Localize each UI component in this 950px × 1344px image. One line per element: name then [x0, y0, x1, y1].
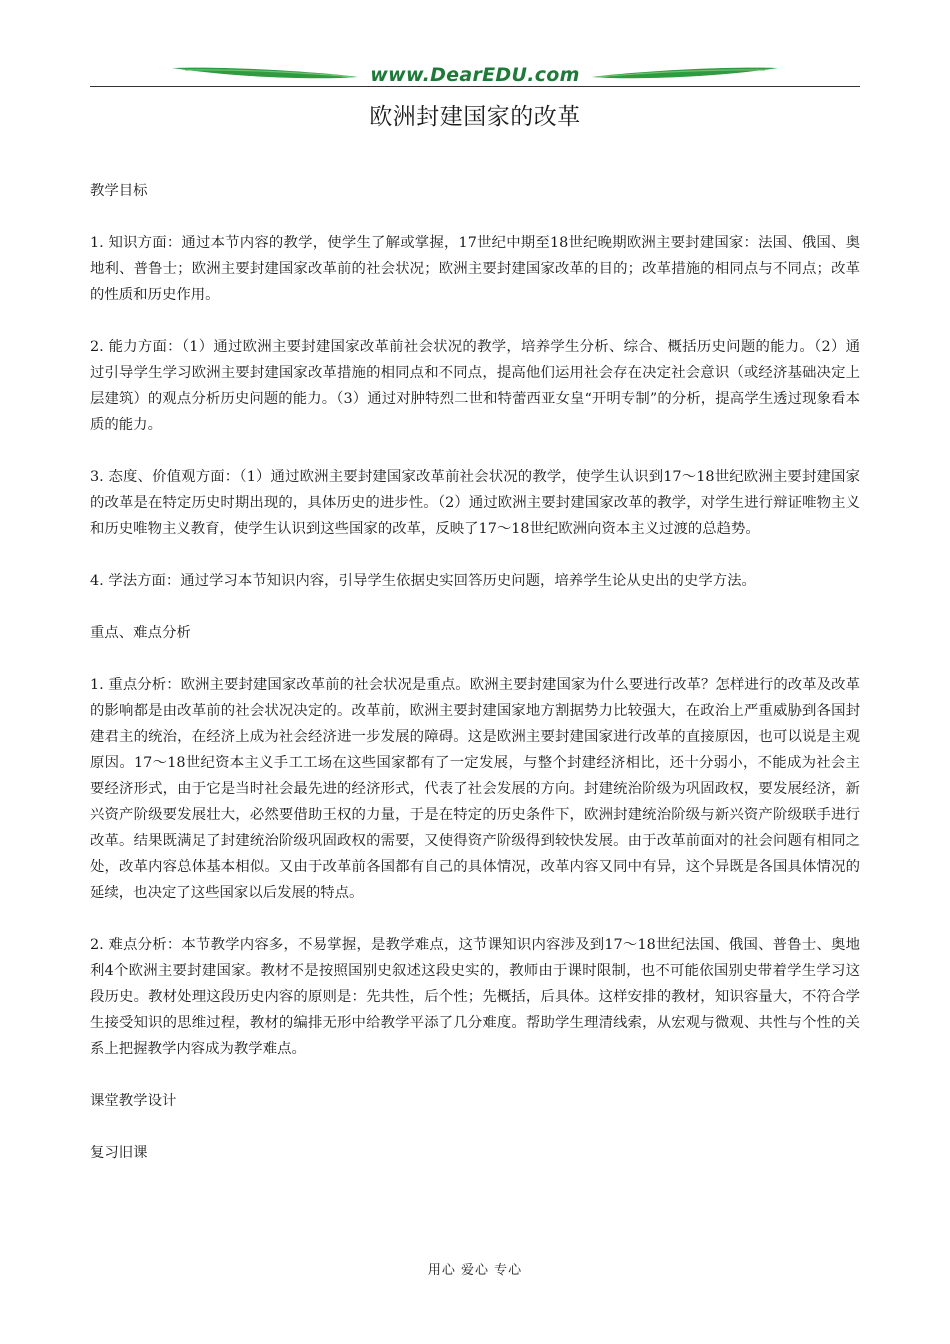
site-logo-text: www.DearEDU.com: [370, 64, 580, 86]
review-heading: 复习旧课: [90, 1145, 148, 1161]
analysis-heading: 重点、难点分析: [90, 625, 191, 641]
objective-attitude: 3. 态度、价值观方面：（1）通过欧洲主要封建国家改革前社会状况的教学，使学生认识到17～18世纪欧洲主要封建国家的改革是在特定历史时期出现的，具体历史的进步性。（2）通过欧洲主要封建国家改革的教学，对学生进行辩证唯物主义和历史唯物主义教育，使学生认识到这些国家的改革，反映了17～18世纪欧洲向资本主义过渡的总趋势。: [90, 469, 860, 537]
document-body: [90, 178, 860, 1192]
header-divider: [90, 86, 860, 87]
design-heading: 课堂教学设计: [90, 1093, 177, 1109]
analysis-key-point: 1. 重点分析：欧洲主要封建国家改革前的社会状况是重点。欧洲主要封建国家为什么要进行改革？怎样进行的改革及改革的影响都是由改革前的社会状况决定的。改革前，欧洲主要封建国家地方割据势力比较强大，在政治上严重威胁到各国封建君主的统治，在经济上成为社会经济进一步发展的障碍。这是欧洲主要封建国家进行改革的直接原因，也可以说是主观原因。17～18世纪资本主义手工工场在这些国家都有了一定发展，与整个封建经济相比，还十分弱小，不能成为社会主要经济形式，由于它是当时社会最先进的经济形式，代表了社会发展的方向。封建统治阶级为巩固政权，要发展经济，新兴资产阶级要发展壮大，必然要借助王权的力量，于是在特定的历史条件下，欧洲封建统治阶级与新兴资产阶级联手进行改革。结果既满足了封建统治阶级巩固政权的需要，又使得资产阶级得到较快发展。由于改革前面对的社会问题有相同之处，改革内容总体基本相似。又由于改革前各国都有自己的具体情况，改革内容又同中有异，这个异既是各国具体情况的延续，也决定了这些国家以后发展的特点。: [90, 677, 860, 901]
document-title: 欧洲封建国家的改革: [369, 104, 581, 130]
objective-knowledge: 1. 知识方面：通过本节内容的教学，使学生了解或掌握，17世纪中期至18世纪晚期欧洲主要封建国家：法国、俄国、奥地利、普鲁士；欧洲主要封建国家改革前的社会状况；欧洲主要封建国家改革的目的；改革措施的相同点与不同点；改革的性质和历史作用。: [90, 235, 860, 303]
page-footer: 用心 爱心 专心: [427, 1263, 523, 1278]
objective-method: 4. 学法方面：通过学习本节知识内容，引导学生依据史实回答历史问题，培养学生论从史出的史学方法。: [90, 573, 756, 589]
objectives-heading: 教学目标: [90, 183, 148, 199]
objective-ability: 2. 能力方面：（1）通过欧洲主要封建国家改革前社会状况的教学，培养学生分析、综合、概括历史问题的能力。（2）通过引导学生学习欧洲主要封建国家改革措施的相同点和不同点，提高他们运用社会存在决定社会意识（或经济基础决定上层建筑）的观点分析历史问题的能力。（3）通过对肿特烈二世和特蕾西亚女皇“开明专制”的分析，提高学生透过现象看本质的能力。: [90, 339, 860, 433]
analysis-difficult-point: 2. 难点分析：本节教学内容多，不易掌握，是教学难点，这节课知识内容涉及到17～18世纪法国、俄国、普鲁士、奥地利4个欧洲主要封建国家。教材不是按照国别史叙述这段史实的，教师由于课时限制，也不可能依国别史带着学生学习这段历史。教材处理这段历史内容的原则是：先共性，后个性；先概括，后具体。这样安排的教材，知识容量大，不符合学生接受知识的思维过程，教材的编排无形中给教学平添了几分难度。帮助学生理清线索，从宏观与微观、共性与个性的关系上把握教学内容成为教学难点。: [90, 937, 860, 1057]
